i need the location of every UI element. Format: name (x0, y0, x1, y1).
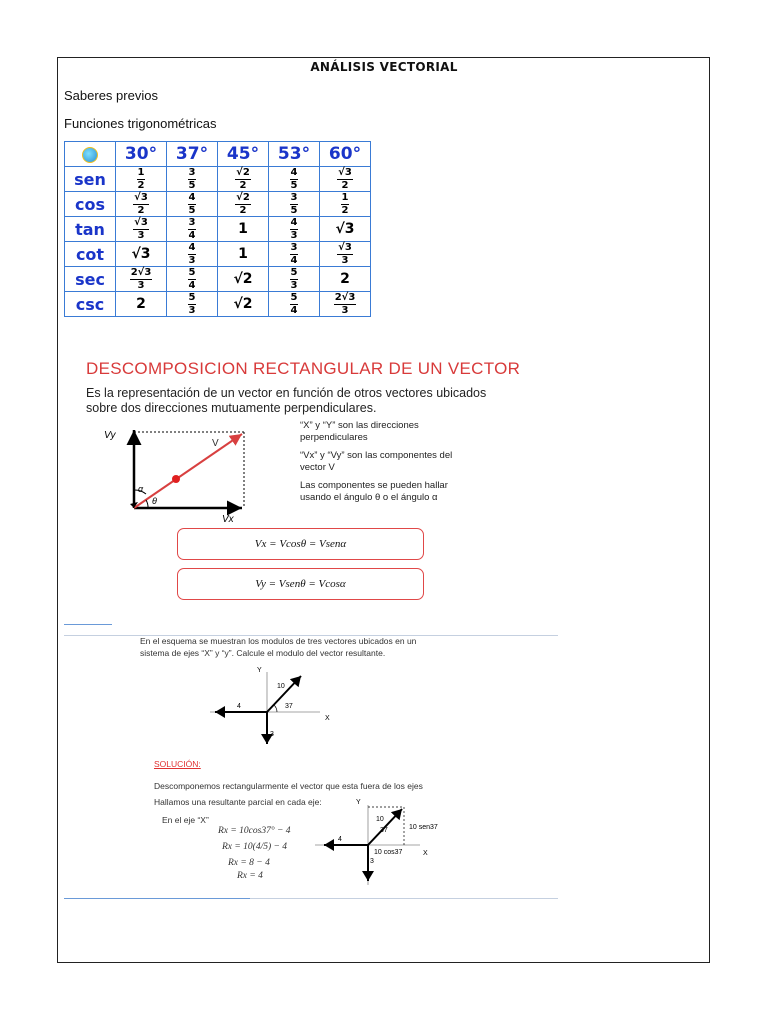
fraction-numerator: 5 (188, 266, 196, 278)
fraction-denominator: 2 (341, 179, 349, 191)
table-cell (320, 167, 371, 192)
divider (64, 624, 112, 625)
table-cell: 2 (116, 292, 167, 317)
fig-3-label: 3 (270, 731, 274, 738)
note-directions: “X” y “Y” son las direcciones perpendiculares (300, 420, 419, 443)
function-name: cot (65, 242, 116, 267)
label-vy: Vy (104, 430, 116, 441)
fraction-numerator: 5 (290, 266, 298, 278)
table-header-angle: 30° (116, 142, 167, 167)
table-cell (269, 292, 320, 317)
equation-vy: Vy = Vsenθ = Vcosα (177, 568, 424, 600)
table-cell (116, 267, 167, 292)
trig-table (64, 141, 371, 317)
sol-10-label: 10 (376, 816, 384, 823)
fraction-numerator: √3 (134, 191, 148, 203)
fraction-numerator: √3 (134, 216, 148, 228)
table-header-angle: 37° (167, 142, 218, 167)
equation-vx: Vx = Vcosθ = Vsenα (177, 528, 424, 560)
table-cell (320, 292, 371, 317)
fraction-numerator: 1 (137, 166, 145, 178)
fraction-numerator: 1 (341, 191, 349, 203)
table-cell (269, 267, 320, 292)
note-components: “Vx” y “Vy” son las componentes del vector V (300, 450, 453, 473)
fraction-numerator: √2 (236, 166, 250, 178)
equation-line-2: Rx = 10(4/5) − 4 (222, 842, 288, 852)
table-cell (218, 192, 269, 217)
sol-37-label: 37 (380, 827, 388, 834)
sol-sen-label: 10 sen37 (409, 824, 438, 831)
fraction-numerator: √3 (338, 166, 352, 178)
prior-knowledge-label: Saberes previos (64, 88, 158, 103)
fraction-numerator: 4 (290, 216, 298, 228)
fraction-denominator: 3 (188, 254, 196, 266)
table-cell (218, 167, 269, 192)
solution-figure (310, 795, 460, 890)
fraction-numerator: 4 (188, 241, 196, 253)
solution-label: SOLUCIÓN: (154, 759, 201, 769)
table-cell (320, 192, 371, 217)
table-cell (116, 192, 167, 217)
table-cell (167, 167, 218, 192)
fraction-denominator: 2 (239, 179, 247, 191)
label-theta: θ (152, 496, 157, 506)
fraction-numerator: 3 (290, 241, 298, 253)
fraction-denominator: 4 (290, 254, 298, 266)
fraction-denominator: 2 (239, 204, 247, 216)
table-cell (116, 217, 167, 242)
table-cell (167, 217, 218, 242)
table-cell: 1 (218, 242, 269, 267)
table-cell (269, 167, 320, 192)
fraction-denominator: 5 (290, 204, 298, 216)
table-corner-logo (65, 142, 116, 167)
fraction-numerator: 4 (290, 166, 298, 178)
fraction-denominator: 2 (137, 204, 145, 216)
function-name: csc (65, 292, 116, 317)
fraction-numerator: 3 (188, 216, 196, 228)
v-vector (134, 434, 242, 508)
vector-10 (267, 676, 301, 712)
note-angles: Las componentes se pueden hallar usando el ángulo θ o el ángulo α (300, 480, 448, 503)
solution-step-1: Descomponemos rectangularmente el vector que esta fuera de los ejes (154, 781, 423, 791)
fraction-denominator: 3 (290, 229, 298, 241)
table-cell (320, 242, 371, 267)
table-cell: √3 (116, 242, 167, 267)
sol-x-label: X (423, 850, 428, 857)
table-cell (167, 192, 218, 217)
fraction-denominator: 4 (290, 304, 298, 316)
table-cell (269, 242, 320, 267)
fraction-numerator: 3 (290, 191, 298, 203)
table-cell: √2 (218, 267, 269, 292)
fraction-denominator: 5 (188, 179, 196, 191)
fraction-denominator: 3 (137, 279, 145, 291)
table-cell (167, 292, 218, 317)
table-header-angle: 45° (218, 142, 269, 167)
equation-line-1: Rx = 10cos37° − 4 (218, 826, 291, 836)
table-header-angle: 60° (320, 142, 371, 167)
table-row (65, 217, 371, 242)
label-v: V (212, 438, 219, 449)
fraction-denominator: 3 (341, 254, 349, 266)
logo-icon (82, 147, 98, 163)
decomposition-section (64, 356, 522, 624)
table-row (65, 192, 371, 217)
fraction-numerator: 5 (188, 291, 196, 303)
sol-4-label: 4 (338, 836, 342, 843)
table-row (65, 242, 371, 267)
fig-y-label: Y (257, 667, 262, 674)
fig-10-label: 10 (277, 683, 285, 690)
table-row (65, 267, 371, 292)
fraction-numerator: 3 (188, 166, 196, 178)
decomposition-diagram (100, 424, 300, 534)
label-vx: Vx (222, 514, 234, 525)
fraction-denominator: 3 (137, 229, 145, 241)
table-row (65, 167, 371, 192)
table-header-angle: 53° (269, 142, 320, 167)
fraction-denominator: 4 (188, 279, 196, 291)
fraction-numerator: 2√3 (334, 291, 356, 303)
table-cell (167, 267, 218, 292)
fraction-denominator: 3 (188, 304, 196, 316)
fig-37-label: 37 (285, 703, 293, 710)
problem-figure (205, 662, 355, 752)
table-row (65, 292, 371, 317)
fraction-numerator: 2√3 (130, 266, 152, 278)
sol-cos-label: 10 cos37 (374, 849, 403, 856)
function-name: tan (65, 217, 116, 242)
fraction-denominator: 2 (137, 179, 145, 191)
table-cell: 1 (218, 217, 269, 242)
fig-4-label: 4 (237, 703, 241, 710)
solution-step-2: Hallamos una resultante parcial en cada eje: (154, 797, 322, 807)
function-name: sen (65, 167, 116, 192)
equation-line-4: Rx = 4 (237, 871, 263, 881)
table-cell (269, 192, 320, 217)
decomposition-description: Es la representación de un vector en función de otros vectores ubicados sobre dos direcciones mutuamente perpendiculares. (86, 386, 487, 415)
table-cell (167, 242, 218, 267)
trig-functions-label: Funciones trigonométricas (64, 116, 217, 131)
equation-line-3: Rx = 8 − 4 (228, 858, 270, 868)
document-title: ANÁLISIS VECTORIAL (310, 60, 458, 74)
fraction-denominator: 4 (188, 229, 196, 241)
fraction-denominator: 5 (290, 179, 298, 191)
table-cell (116, 167, 167, 192)
function-name: sec (65, 267, 116, 292)
table-cell (269, 217, 320, 242)
axis-x-label: En el eje “X” (162, 815, 209, 825)
decomposition-title: DESCOMPOSICION RECTANGULAR DE UN VECTOR (86, 359, 521, 378)
fraction-denominator: 2 (341, 204, 349, 216)
fraction-numerator: 5 (290, 291, 298, 303)
table-cell: √3 (320, 217, 371, 242)
fraction-numerator: √2 (236, 191, 250, 203)
fraction-numerator: √3 (338, 241, 352, 253)
fraction-numerator: 4 (188, 191, 196, 203)
fraction-denominator: 5 (188, 204, 196, 216)
fraction-denominator: 3 (341, 304, 349, 316)
table-cell: √2 (218, 292, 269, 317)
divider (250, 898, 558, 899)
divider (64, 898, 250, 899)
fraction-denominator: 3 (290, 279, 298, 291)
table-cell: 2 (320, 267, 371, 292)
fig-x-label: X (325, 715, 330, 722)
function-name: cos (65, 192, 116, 217)
label-alpha: α (138, 484, 144, 494)
sol-y-label: Y (356, 799, 361, 806)
problem-statement: En el esquema se muestran los modulos de tres vectores ubicados en un sistema de ejes “X” y “y”. Calcule el modulo del vector resultante. (140, 636, 417, 658)
sol-3-label: 3 (370, 858, 374, 865)
vector-dot (172, 475, 180, 483)
